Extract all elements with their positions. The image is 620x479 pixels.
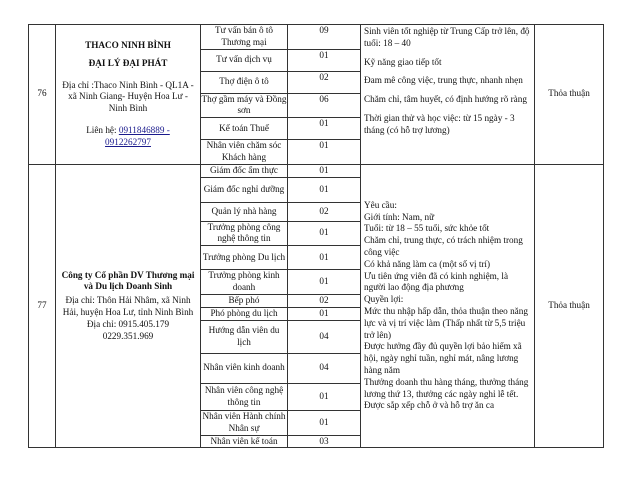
requirement-line: Thưởng doanh thu hàng tháng, thưởng tháng lương thứ 13, thưởng các ngày nghỉ lễ tết. (364, 376, 529, 399)
requirement-line: Được sắp xếp chỗ ở và hỗ trợ ăn ca (364, 400, 495, 411)
position-name: Tư vấn dịch vụ (201, 49, 288, 71)
position-qty: 02 (288, 71, 361, 93)
position-qty: 04 (288, 353, 361, 383)
company-address: Địa chỉ: Thôn Hải Nhâm, xã Ninh Hải, huyện Hoa Lư, tỉnh Ninh Bình (62, 295, 194, 318)
position-name: Hướng dẫn viên du lịch (201, 320, 288, 353)
requirement-line: Yêu cầu: (364, 199, 397, 210)
position-name: Thợ điện ô tô (201, 71, 288, 93)
position-qty: 09 (288, 25, 361, 50)
requirement-line: Chăm chỉ, trung thực, có trách nhiệm trong công việc (364, 235, 523, 258)
position-qty: 01 (288, 221, 361, 246)
requirement-line: Tuổi: từ 18 – 55 tuổi, sức khỏe tốt (364, 223, 490, 234)
position-qty: 06 (288, 93, 361, 118)
row-number: 76 (29, 25, 56, 165)
position-name: Bếp phó (201, 294, 288, 307)
requirement-line: Được hưởng đầy đủ quyền lợi bảo hiểm xã hội, ngày nghỉ tuần, nghỉ mát, nâng lương hàng năm (364, 341, 522, 376)
position-qty: 04 (288, 320, 361, 353)
position-name: Nhân viên kế toán (201, 435, 288, 448)
row-number: 77 (29, 164, 56, 448)
position-qty: 02 (288, 202, 361, 221)
position-name: Nhân viên chăm sóc Khách hàng (201, 140, 288, 165)
position-name: Trưởng phòng Du lịch (201, 246, 288, 270)
requirement-line: Đam mê công việc, trung thực, nhanh nhẹn (364, 75, 523, 86)
position-name: Nhân viên công nghệ thông tin (201, 383, 288, 410)
company-name: Công ty Cổ phần DV Thương mại và Du lịch Doanh Sinh (61, 269, 195, 292)
position-qty: 01 (288, 383, 361, 410)
position-name: Giám đốc nghỉ dưỡng (201, 177, 288, 202)
position-qty: 01 (288, 118, 361, 140)
requirements-cell (361, 164, 535, 448)
position-name: Trưởng phòng công nghệ thông tin (201, 221, 288, 246)
company-branch: ĐẠI LÝ ĐẠI PHÁT (88, 57, 168, 68)
company-name: THACO NINH BÌNH (85, 40, 171, 51)
company-phone: Địa chỉ: 0915.405.179 (86, 318, 170, 329)
company-phone: 0229.351.969 (102, 330, 154, 341)
position-qty: 01 (288, 164, 361, 177)
position-qty: 01 (288, 140, 361, 165)
table-row (29, 25, 604, 50)
requirement-line: Thời gian thử và học việc: từ 15 ngày - 3 tháng (có hỗ trợ lương) (364, 112, 515, 135)
position-name: Quản lý nhà hàng (201, 202, 288, 221)
requirement-line: Kỹ năng giao tiếp tốt (364, 56, 442, 67)
requirements-cell (361, 25, 535, 165)
company-cell (56, 25, 201, 165)
position-qty: 01 (288, 270, 361, 295)
requirement-line: Giới tính: Nam, nữ (364, 211, 435, 222)
position-name: Nhân viên kinh doanh (201, 353, 288, 383)
requirement-line: Ưu tiên ứng viên đã có kinh nghiệm, là người lao động địa phương (364, 270, 509, 293)
requirement-line: Có khả năng làm ca (một số vị trí) (364, 258, 491, 269)
requirement-line: Chăm chỉ, tâm huyết, có định hướng rõ ràng (364, 94, 527, 105)
position-qty: 02 (288, 294, 361, 307)
requirement-line: Quyền lợi: (364, 294, 404, 305)
position-name: Trưởng phòng kinh doanh (201, 270, 288, 295)
position-name: Tư vấn bán ô tô Thương mại (201, 25, 288, 50)
position-qty: 01 (288, 307, 361, 320)
requirement-line: Sinh viên tốt nghiệp từ Trung Cấp trở lên, độ tuổi: 18 – 40 (364, 26, 530, 48)
requirement-line: Mức thu nhập hấp dẫn, thỏa thuận theo năng lực và vị trí việc làm (Thấp nhất từ 5,5 triệu trở lên) (364, 306, 528, 340)
company-address: Địa chỉ :Thaco Ninh Bình - QL1A -xã Ninh Giang- Huyện Hoa Lư - Ninh Bình (62, 79, 194, 114)
position-name: Thợ gầm máy và Đồng sơn (201, 93, 288, 118)
position-name: Kế toán Thuế (201, 118, 288, 140)
salary-cell: Thỏa thuận (535, 164, 604, 448)
position-qty: 01 (288, 410, 361, 435)
company-contact: Liên hệ: 0911846889 - (86, 125, 170, 136)
recruitment-table (28, 24, 604, 448)
phone-link[interactable]: 0911846889 - (118, 125, 170, 136)
salary-cell: Thỏa thuận (535, 25, 604, 165)
table-row (29, 164, 604, 177)
phone-link[interactable]: 0912262797 (105, 136, 151, 147)
position-qty: 03 (288, 435, 361, 448)
position-qty: 01 (288, 246, 361, 270)
company-cell (56, 164, 201, 448)
position-name: Phó phòng du lịch (201, 307, 288, 320)
position-name: Nhân viên Hành chính Nhân sự (201, 410, 288, 435)
position-qty: 01 (288, 177, 361, 202)
position-qty: 01 (288, 49, 361, 71)
position-name: Giám đốc ẩm thực (201, 164, 288, 177)
